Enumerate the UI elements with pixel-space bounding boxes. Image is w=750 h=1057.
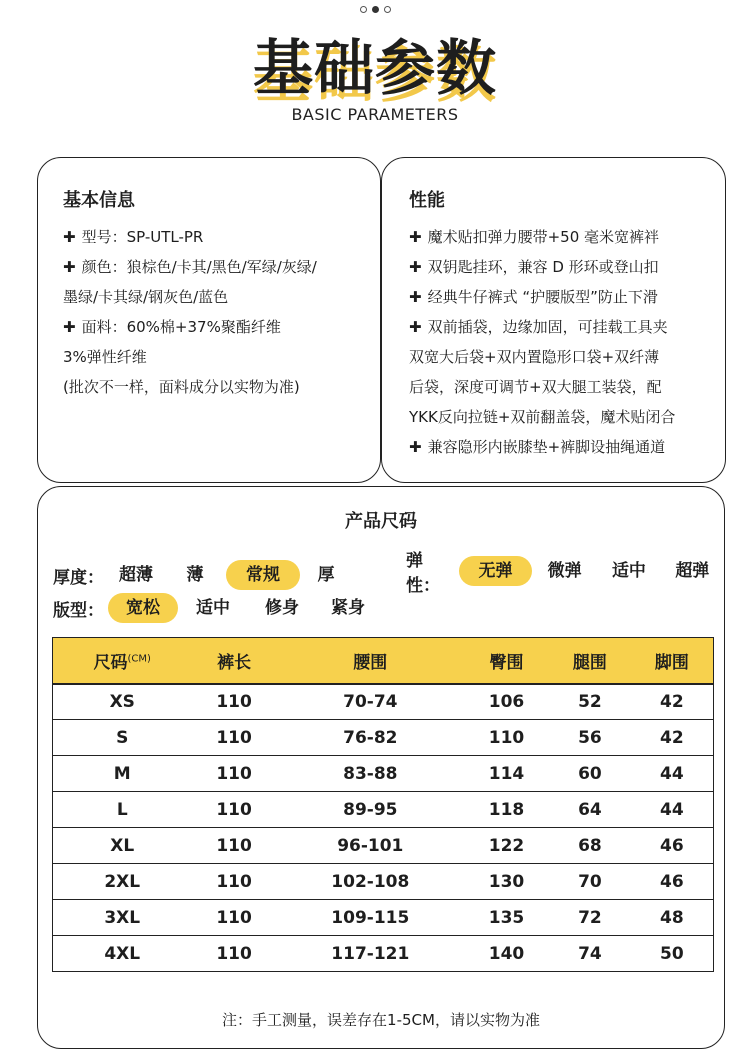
- size-cell: 60: [549, 756, 631, 792]
- fit-options: [53, 593, 380, 623]
- plus-icon: ✚: [409, 318, 422, 336]
- basic_info-line: [63, 282, 317, 312]
- fit-option-2[interactable]: 适中: [196, 598, 230, 618]
- size-cell: 114: [464, 756, 549, 792]
- size-row: [53, 864, 714, 900]
- carousel-dots: [0, 6, 750, 13]
- basic_info-line: [63, 342, 317, 372]
- fit-option-1[interactable]: 宽松: [108, 593, 178, 623]
- performance-line-text: 兼容隐形内嵌膝垫+裤脚设抽绳通道: [427, 438, 666, 456]
- performance-line: [409, 342, 675, 372]
- size-cell: 46: [631, 864, 714, 900]
- size-cell: 110: [191, 864, 276, 900]
- size-row: [53, 792, 714, 828]
- performance-heading: 性能: [409, 190, 445, 211]
- elasticity-option-3[interactable]: 适中: [611, 561, 646, 581]
- size-cell: 102-108: [277, 864, 464, 900]
- size-cell: 110: [191, 900, 276, 936]
- size-cell: 70-74: [277, 684, 464, 720]
- size-cell: 42: [631, 720, 714, 756]
- unit-label: (CM): [127, 653, 151, 665]
- size-cell: 74: [578, 943, 602, 964]
- size-table: [52, 637, 714, 972]
- size-cell: S: [53, 720, 192, 756]
- plus-icon: ✚: [63, 318, 76, 336]
- size-section-title: 产品尺码: [345, 511, 417, 532]
- size-header-cell: 脚围: [631, 638, 714, 684]
- size-cell: 4XL: [104, 943, 141, 964]
- size-cell: 109-115: [277, 900, 464, 936]
- size-cell: 2XL: [53, 864, 192, 900]
- size-card: [37, 486, 725, 1049]
- size-cell: 68: [549, 828, 631, 864]
- size-cell: 122: [464, 828, 549, 864]
- thickness-option-1[interactable]: 超薄: [119, 565, 153, 585]
- page-title: 基础参数: [253, 34, 497, 104]
- size-cell: 46: [631, 828, 714, 864]
- size-cell: 56: [549, 720, 631, 756]
- thickness-options: [53, 560, 352, 590]
- size-cell: M: [53, 756, 192, 792]
- size-cell: 48: [631, 900, 714, 936]
- elasticity-label: 弹性：: [406, 551, 440, 596]
- elasticity-options: [406, 551, 724, 596]
- basic-info-card: [37, 157, 381, 483]
- performance-line: [409, 372, 675, 402]
- performance-line: [409, 222, 675, 252]
- performance-line-text: 双钥匙挂环，兼容 D 形环或登山扣: [427, 258, 659, 276]
- performance-line-text: 双前插袋，边缘加固，可挂载工具夹: [427, 318, 668, 336]
- performance-line-text: YKK反向拉链+双前翻盖袋，魔术贴闭合: [409, 408, 676, 426]
- plus-icon: ✚: [409, 288, 422, 306]
- size-cell: 42: [631, 684, 714, 720]
- size-cell: 110: [191, 684, 276, 720]
- size-cell: 89-95: [277, 792, 464, 828]
- size-cell: 118: [464, 792, 549, 828]
- carousel-dot-1[interactable]: [360, 6, 367, 13]
- size-table-header: [53, 638, 714, 684]
- basic_info-line-text: 墨绿/卡其绿/钢灰色/蓝色: [63, 288, 229, 306]
- performance-line-text: 经典牛仔裤式 “护腰版型”防止下滑: [427, 288, 658, 306]
- thickness-option-4[interactable]: 厚: [317, 565, 335, 585]
- size-cell: 117-121: [331, 943, 410, 964]
- size-cell: 110: [191, 720, 276, 756]
- size-row: [53, 756, 714, 792]
- fit-label: 版型：: [53, 600, 104, 621]
- size-cell: 140: [488, 943, 525, 964]
- thickness-label: 厚度：: [53, 567, 104, 588]
- measurement-note: 注：手工测量，误差存在1-5CM，请以实物为准: [222, 1011, 540, 1029]
- size-cell: 64: [549, 792, 631, 828]
- size-cell: 83-88: [277, 756, 464, 792]
- size-cell: 130: [464, 864, 549, 900]
- carousel-dot-3[interactable]: [384, 6, 391, 13]
- size-cell: XL: [53, 828, 192, 864]
- fit-option-3[interactable]: 修身: [265, 598, 299, 618]
- performance-line-text: 魔术贴扣弹力腰带+50 毫米宽裤袢: [427, 228, 660, 246]
- basic-info-list: [63, 222, 317, 402]
- size-header-cell: 腰围: [277, 638, 464, 684]
- plus-icon: ✚: [63, 258, 76, 276]
- thickness-option-2[interactable]: 薄: [186, 565, 204, 585]
- size-cell: 135: [464, 900, 549, 936]
- basic_info-line: [63, 312, 317, 342]
- performance-line: [409, 282, 675, 312]
- elasticity-option-2[interactable]: 微弹: [547, 561, 582, 581]
- size-cell: 110: [191, 828, 276, 864]
- basic_info-line: [63, 222, 317, 252]
- performance-line-text: 双宽大后袋+双内置隐形口袋+双纤薄: [409, 348, 660, 366]
- basic_info-line-text: (批次不一样，面料成分以实物为准): [63, 378, 300, 396]
- performance-line: [409, 312, 675, 342]
- performance-line: [409, 402, 675, 432]
- size-cell: 110: [191, 792, 276, 828]
- fit-option-4[interactable]: 紧身: [331, 598, 365, 618]
- basic_info-line-text: 3%弹性纤维: [63, 348, 147, 366]
- size-cell: 44: [631, 792, 714, 828]
- carousel-dot-2[interactable]: [372, 6, 379, 13]
- performance-line-text: 后袋，深度可调节+双大腿工装袋，配: [409, 378, 662, 396]
- basic_info-line-text: 面料：60%棉+37%聚酯纤维: [81, 318, 281, 336]
- page-subtitle: BASIC PARAMETERS: [291, 105, 459, 124]
- elasticity-option-4[interactable]: 超弹: [675, 561, 710, 581]
- size-cell: L: [53, 792, 192, 828]
- performance-list: [409, 222, 675, 462]
- size-cell: 44: [631, 756, 714, 792]
- size-cell: 72: [549, 900, 631, 936]
- performance-card: [381, 157, 726, 483]
- size-cell: 110: [464, 720, 549, 756]
- size-cell: 110: [216, 943, 252, 964]
- size-cell: 106: [464, 684, 549, 720]
- basic_info-line: [63, 252, 317, 282]
- size-cell: 110: [191, 756, 276, 792]
- size-header-cell: 腿围: [549, 638, 631, 684]
- basic_info-line-text: 颜色：狼棕色/卡其/黑色/军绿/灰绿/: [81, 258, 317, 276]
- size-cell: 3XL: [53, 900, 192, 936]
- size-cell: XS: [53, 684, 192, 720]
- size-row: [53, 900, 714, 936]
- thickness-option-3[interactable]: 常规: [226, 560, 300, 590]
- size-row: [53, 936, 714, 972]
- basic-info-heading: 基本信息: [63, 190, 135, 211]
- size-row: [53, 684, 714, 720]
- size-row: [53, 828, 714, 864]
- basic_info-line: [63, 372, 317, 402]
- plus-icon: ✚: [409, 258, 422, 276]
- size-cell: 70: [549, 864, 631, 900]
- elasticity-option-1[interactable]: 无弹: [459, 556, 532, 586]
- basic_info-line-text: 型号：SP-UTL-PR: [81, 228, 204, 246]
- performance-line: [409, 432, 675, 462]
- size-row: [53, 720, 714, 756]
- size-cell: 76-82: [277, 720, 464, 756]
- performance-line: [409, 252, 675, 282]
- size-cell: 52: [549, 684, 631, 720]
- size-cell: 96-101: [277, 828, 464, 864]
- plus-icon: ✚: [409, 438, 422, 456]
- size-header-cell: 尺码$^{(CM)}$: [53, 638, 192, 684]
- size-cell: 50: [660, 943, 684, 964]
- plus-icon: ✚: [63, 228, 76, 246]
- plus-icon: ✚: [409, 228, 422, 246]
- size-header-cell: 臀围: [464, 638, 549, 684]
- size-header-cell: 裤长: [191, 638, 276, 684]
